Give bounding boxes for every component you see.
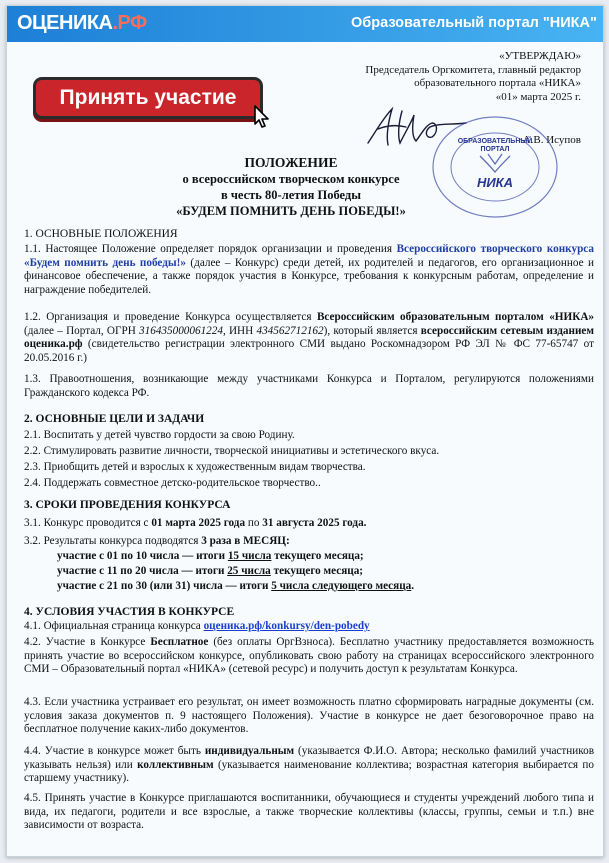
list-item: 2.4. Поддержать совместное детско-родительское творчество..	[24, 477, 321, 489]
approval-position: Председатель Оргкомитета, главный редактор	[365, 63, 581, 76]
paragraph-4-5: 4.5. Принять участие в Конкурсе приглашаются воспитанники, обучающиеся и студенты учреждений любого типа и вида, их педагоги, родители и все взрослые, а также творческие коллективы (классы, группы, семьи и т.п.) вне зависимости от возраста.	[24, 792, 594, 831]
stamp-caption: ОБРАЗОВАТЕЛЬНЫЙ ПОРТАЛ	[457, 138, 533, 153]
list-item: 2.1. Воспитать у детей чувство гордости за свою Родину.	[24, 429, 295, 441]
approval-date: «01» марта 2025 г.	[495, 90, 581, 103]
paragraph-4-2: 4.2. Участие в Конкурсе Бесплатное (без оплаты ОргВзноса). Бесплатно участнику предоставляется возможность принять участие во всероссийском конкурсе, опубликовать свою работу на страницах всероссийского электронного СМИ – Образовательный портал «НИКА» (сетевой ресурс) и получить доступ к результатам Конкурса.	[24, 636, 594, 675]
paragraph-4-3: 4.3. Если участника устраивает его результат, он имеет возможность платно сформировать наградные документы (см. условия заказа документов п. 9 настоящего Положения). Участие в конкурсе не дает безоговорочное право на бесплатное получение каких-либо документов.	[24, 696, 594, 735]
list-item: 2.2. Стимулировать развитие личности, творческой инициативы и эстетического вкуса.	[24, 445, 440, 457]
logo-suffix: .РФ	[112, 12, 147, 34]
paragraph-3-2: 3.2. Результаты конкурса подводятся 3 раза в МЕСЯЦ:	[24, 535, 290, 547]
join-button[interactable]: Принять участие	[33, 77, 263, 119]
results-row-1: участие с 01 по 10 числа — итоги 15 числа текущего месяца;	[57, 550, 364, 562]
contest-page-link[interactable]: оценика.рф/konkursy/den-pobedy	[203, 620, 370, 632]
section-2-heading: 2. ОСНОВНЫЕ ЦЕЛИ И ЗАДАЧИ	[24, 413, 205, 425]
portal-name: Образовательный портал "НИКА"	[351, 15, 597, 31]
results-row-3: участие с 21 по 30 (или 31) числа — итоги 5 числа следующего месяца.	[57, 580, 415, 592]
header-bar	[7, 6, 603, 42]
cursor-icon	[253, 104, 271, 130]
section-1-heading: 1. ОСНОВНЫЕ ПОЛОЖЕНИЯ	[24, 228, 178, 240]
document-page	[6, 5, 604, 857]
document-subtitle-2: в честь 80-летия Победы	[220, 188, 362, 202]
paragraph-1-3: 1.3. Правоотношения, возникающие между участниками Конкурса и Порталом, регулируются положениями Гражданского кодекса РФ.	[24, 373, 594, 399]
approval-signer: А.В. Исупов	[522, 134, 581, 147]
site-logo[interactable]	[17, 12, 147, 35]
approval-organization: образовательного портала «НИКА»	[414, 77, 581, 90]
paragraph-3-1: 3.1. Конкурс проводится с 01 марта 2025 года по 31 августа 2025 года.	[24, 517, 367, 529]
list-item: 2.3. Приобщить детей и взрослых к художественным видам творчества.	[24, 461, 366, 473]
section-4-heading: 4. УСЛОВИЯ УЧАСТИЯ В КОНКУРСЕ	[24, 606, 235, 618]
paragraph-4-4: 4.4. Участие в конкурсе может быть индивидуальным (указывается Ф.И.О. Автора; несколько фамилий участников указывать нельзя) или коллективным (указывается наименование коллектива; возрастная категория выбирается по старшему участнику).	[24, 745, 594, 784]
paragraph-1-2: 1.2. Организация и проведение Конкурса осуществляется Всероссийским образовательным порталом «НИКА» (далее – Портал, ОГРН 316435000061224, ИНН 434562712162), который является всероссийским сетевым изданием оценика.рф (свидетельство регистрации электронного СМИ выдано Роскомнадзором РФ ЭЛ № ФС 77-65747 от 20.05.2016 г.)	[24, 311, 595, 364]
approval-heading: «УТВЕРЖДАЮ»	[499, 50, 581, 62]
section-3-heading: 3. СРОКИ ПРОВЕДЕНИЯ КОНКУРСА	[24, 499, 231, 511]
stamp-name: НИКА	[476, 175, 514, 190]
results-row-2: участие с 11 по 20 числа — итоги 25 числа текущего месяца;	[57, 565, 364, 577]
document-subtitle-1: о всероссийском творческом конкурсе	[182, 172, 400, 186]
paragraph-4-1: 4.1. Официальная страница конкурса оценика.рф/konkursy/den-pobedy	[24, 620, 370, 632]
logo-main: ОЦЕНИКА	[17, 12, 113, 34]
document-title: ПОЛОЖЕНИЕ	[244, 155, 338, 170]
contest-title-link-text: Всероссийского творческого конкурса «Будем помнить день победы!»	[24, 243, 594, 269]
contest-name: «БУДЕМ ПОМНИТЬ ДЕНЬ ПОБЕДЫ!»	[176, 204, 406, 218]
paragraph-1-1: 1.1. Настоящее Положение определяет порядок организации и проведения Всероссийского творческого конкурса «Будем помнить день победы!» (далее – Конкурс) среди детей, их родителей и педагогов, его организационное и финансовое обеспечение, а также порядок участия в Конкурсе, требования к конкурсным работам, определение и награждение победителей.	[24, 243, 594, 296]
